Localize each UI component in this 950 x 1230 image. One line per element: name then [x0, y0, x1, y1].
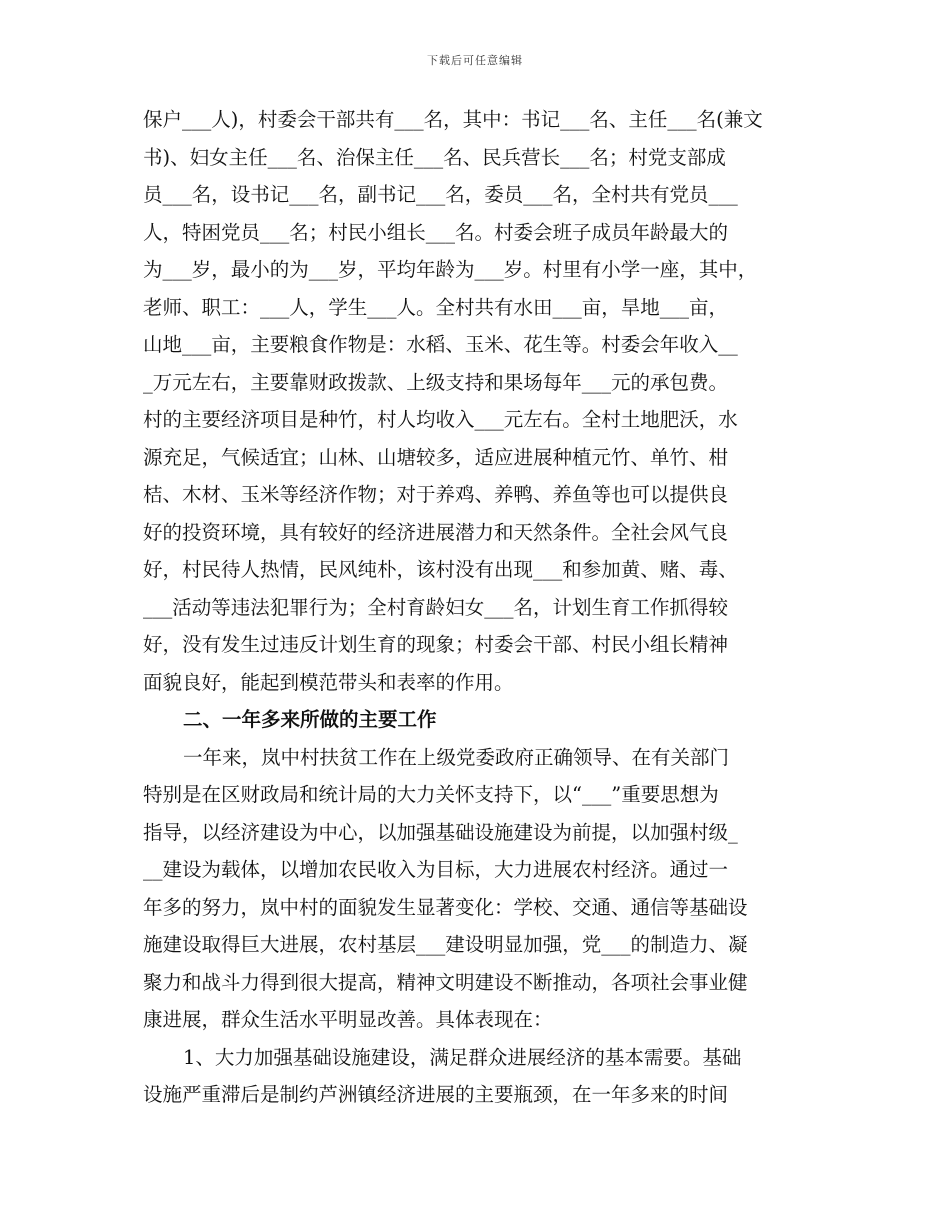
section-heading: 二、一年多来所做的主要工作 — [183, 708, 437, 731]
text-line: 村的主要经济项目是种竹，村人均收入___元左右。全村土地肥沃，水 — [143, 408, 738, 431]
text-line: 聚力和战斗力得到很大提高，精神文明建设不断推动，各项社会事业健 — [143, 970, 748, 994]
text-line: 特别是在区财政局和统计局的大力关怀支持下，以“___”重要思想为 — [143, 783, 719, 806]
text-line: 施建设取得巨大进展，农村基层___建设明显加强，党___的制造力、凝 — [143, 933, 748, 956]
text-line: 1、大力加强基础设施建设，满足群众进展经济的基本需要。基础 — [183, 1045, 742, 1069]
text-line: 山地___亩，主要粮食作物是：水稻、玉米、花生等。村委会年收入__ — [143, 333, 738, 356]
text-line: 一年来，岚中村扶贫工作在上级党委政府正确领导、在有关部门 — [183, 745, 730, 769]
text-line: 面貌良好，能起到模范带头和表率的作用。 — [143, 670, 514, 694]
text-line: 年多的努力，岚中村的面貌发生显著变化：学校、交通、通信等基础设 — [143, 895, 748, 919]
text-line: 老师、职工：___人，学生___人。全村共有水田___亩，旱地___亩， — [143, 295, 729, 319]
text-line: 为___岁，最小的为___岁，平均年龄为___岁。村里有小学一座，其中， — [143, 258, 758, 281]
text-line: 书)、妇女主任___名、治保主任___名、民兵营长___名；村党支部成 — [143, 145, 726, 169]
text-line: 桔、木材、玉米等经济作物；对于养鸡、养鸭、养鱼等也可以提供良 — [143, 483, 729, 506]
text-line: 保户___人)，村委会干部共有___名，其中：书记___名、主任___名(兼文 — [143, 108, 763, 131]
text-line: 康进展，群众生活水平明显改善。具体表现在： — [143, 1008, 553, 1031]
text-line: 好，村民待人热情，民风纯朴，该村没有出现___和参加黄、赌、毒、 — [143, 558, 738, 581]
text-line: __建设为载体，以增加农民收入为目标，大力进展农村经济。通过一 — [143, 858, 729, 881]
text-line: _万元左右，主要靠财政拨款、上级支持和果场每年___元的承包费。 — [143, 370, 729, 394]
text-line: 好的投资环境，具有较好的经济进展潜力和天然条件。全社会风气良 — [143, 520, 729, 544]
text-line: 好，没有发生过违反计划生育的现象；村委会干部、村民小组长精神 — [143, 633, 729, 656]
text-line: 员___名，设书记___名，副书记___名，委员___名，全村共有党员___ — [143, 183, 738, 206]
text-line: ___活动等违法犯罪行为；全村育龄妇女___名，计划生育工作抓得较 — [143, 595, 729, 619]
text-line: 源充足，气候适宜；山林、山塘较多，适应进展种植元竹、单竹、柑 — [143, 445, 729, 469]
document-body — [143, 101, 813, 1114]
page-header: 下载后可任意编辑 — [427, 54, 523, 67]
text-line: 设施严重滞后是制约芦洲镇经济进展的主要瓶颈，在一年多来的时间 — [143, 1083, 729, 1106]
text-line: 指导，以经济建设为中心，以加强基础设施建设为前提，以加强村级_ — [143, 820, 738, 844]
text-line: 人，特困党员___名；村民小组长___名。村委会班子成员年龄最大的 — [143, 220, 729, 244]
